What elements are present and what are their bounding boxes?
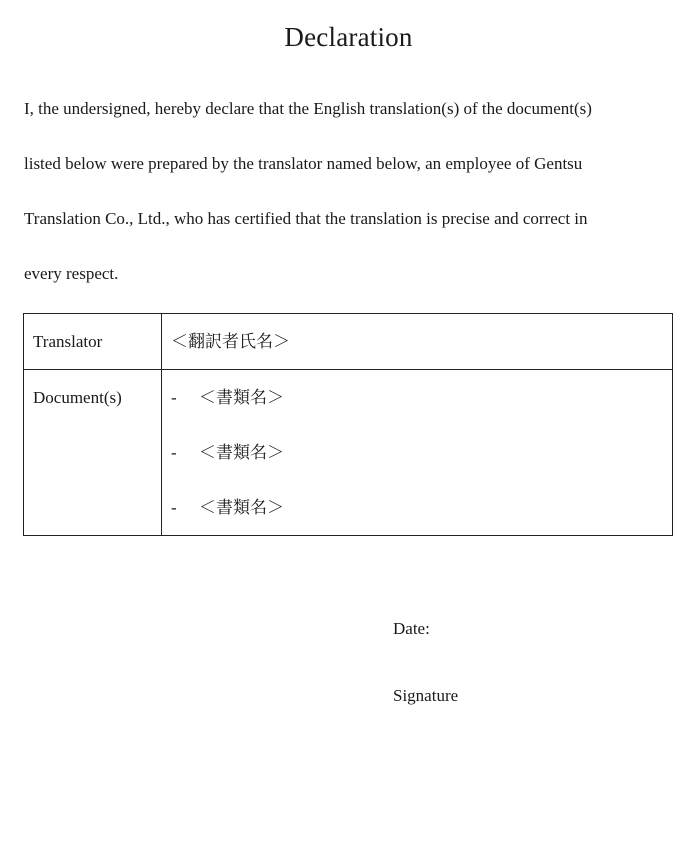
translator-value-cell	[162, 314, 673, 370]
documents-row	[24, 370, 673, 536]
statement-line: I, the undersigned, hereby declare that the English translation(s) of the document(s)	[24, 99, 592, 118]
documents-label-cell	[24, 370, 162, 536]
signature-label: Signature	[393, 686, 459, 705]
list-item	[171, 425, 672, 480]
translator-name: ＜翻訳者氏名＞	[171, 332, 290, 351]
declaration-statement	[24, 81, 684, 301]
statement-line: listed below were prepared by the translator named below, an employee of Gentsu	[24, 154, 583, 173]
translator-row	[24, 314, 673, 370]
document-name: ＜書類名＞	[199, 498, 284, 517]
translator-label: Translator	[33, 332, 103, 351]
list-item	[171, 370, 672, 425]
statement-line: Translation Co., Ltd., who has certified that the translation is precise and correct in	[24, 209, 588, 228]
statement-line: every respect.	[24, 264, 119, 283]
document-name: ＜書類名＞	[199, 388, 284, 407]
translator-label-cell	[24, 314, 162, 370]
date-label: Date:	[393, 619, 430, 638]
document-name: ＜書類名＞	[199, 443, 284, 462]
translation-info-table	[23, 313, 673, 536]
page-title: Declaration	[284, 22, 413, 52]
list-item	[171, 480, 672, 535]
list-bullet: -	[171, 388, 177, 407]
documents-label: Document(s)	[33, 388, 122, 407]
list-bullet: -	[171, 498, 177, 517]
list-bullet: -	[171, 443, 177, 462]
documents-list	[171, 370, 672, 535]
documents-value-cell	[162, 370, 673, 536]
